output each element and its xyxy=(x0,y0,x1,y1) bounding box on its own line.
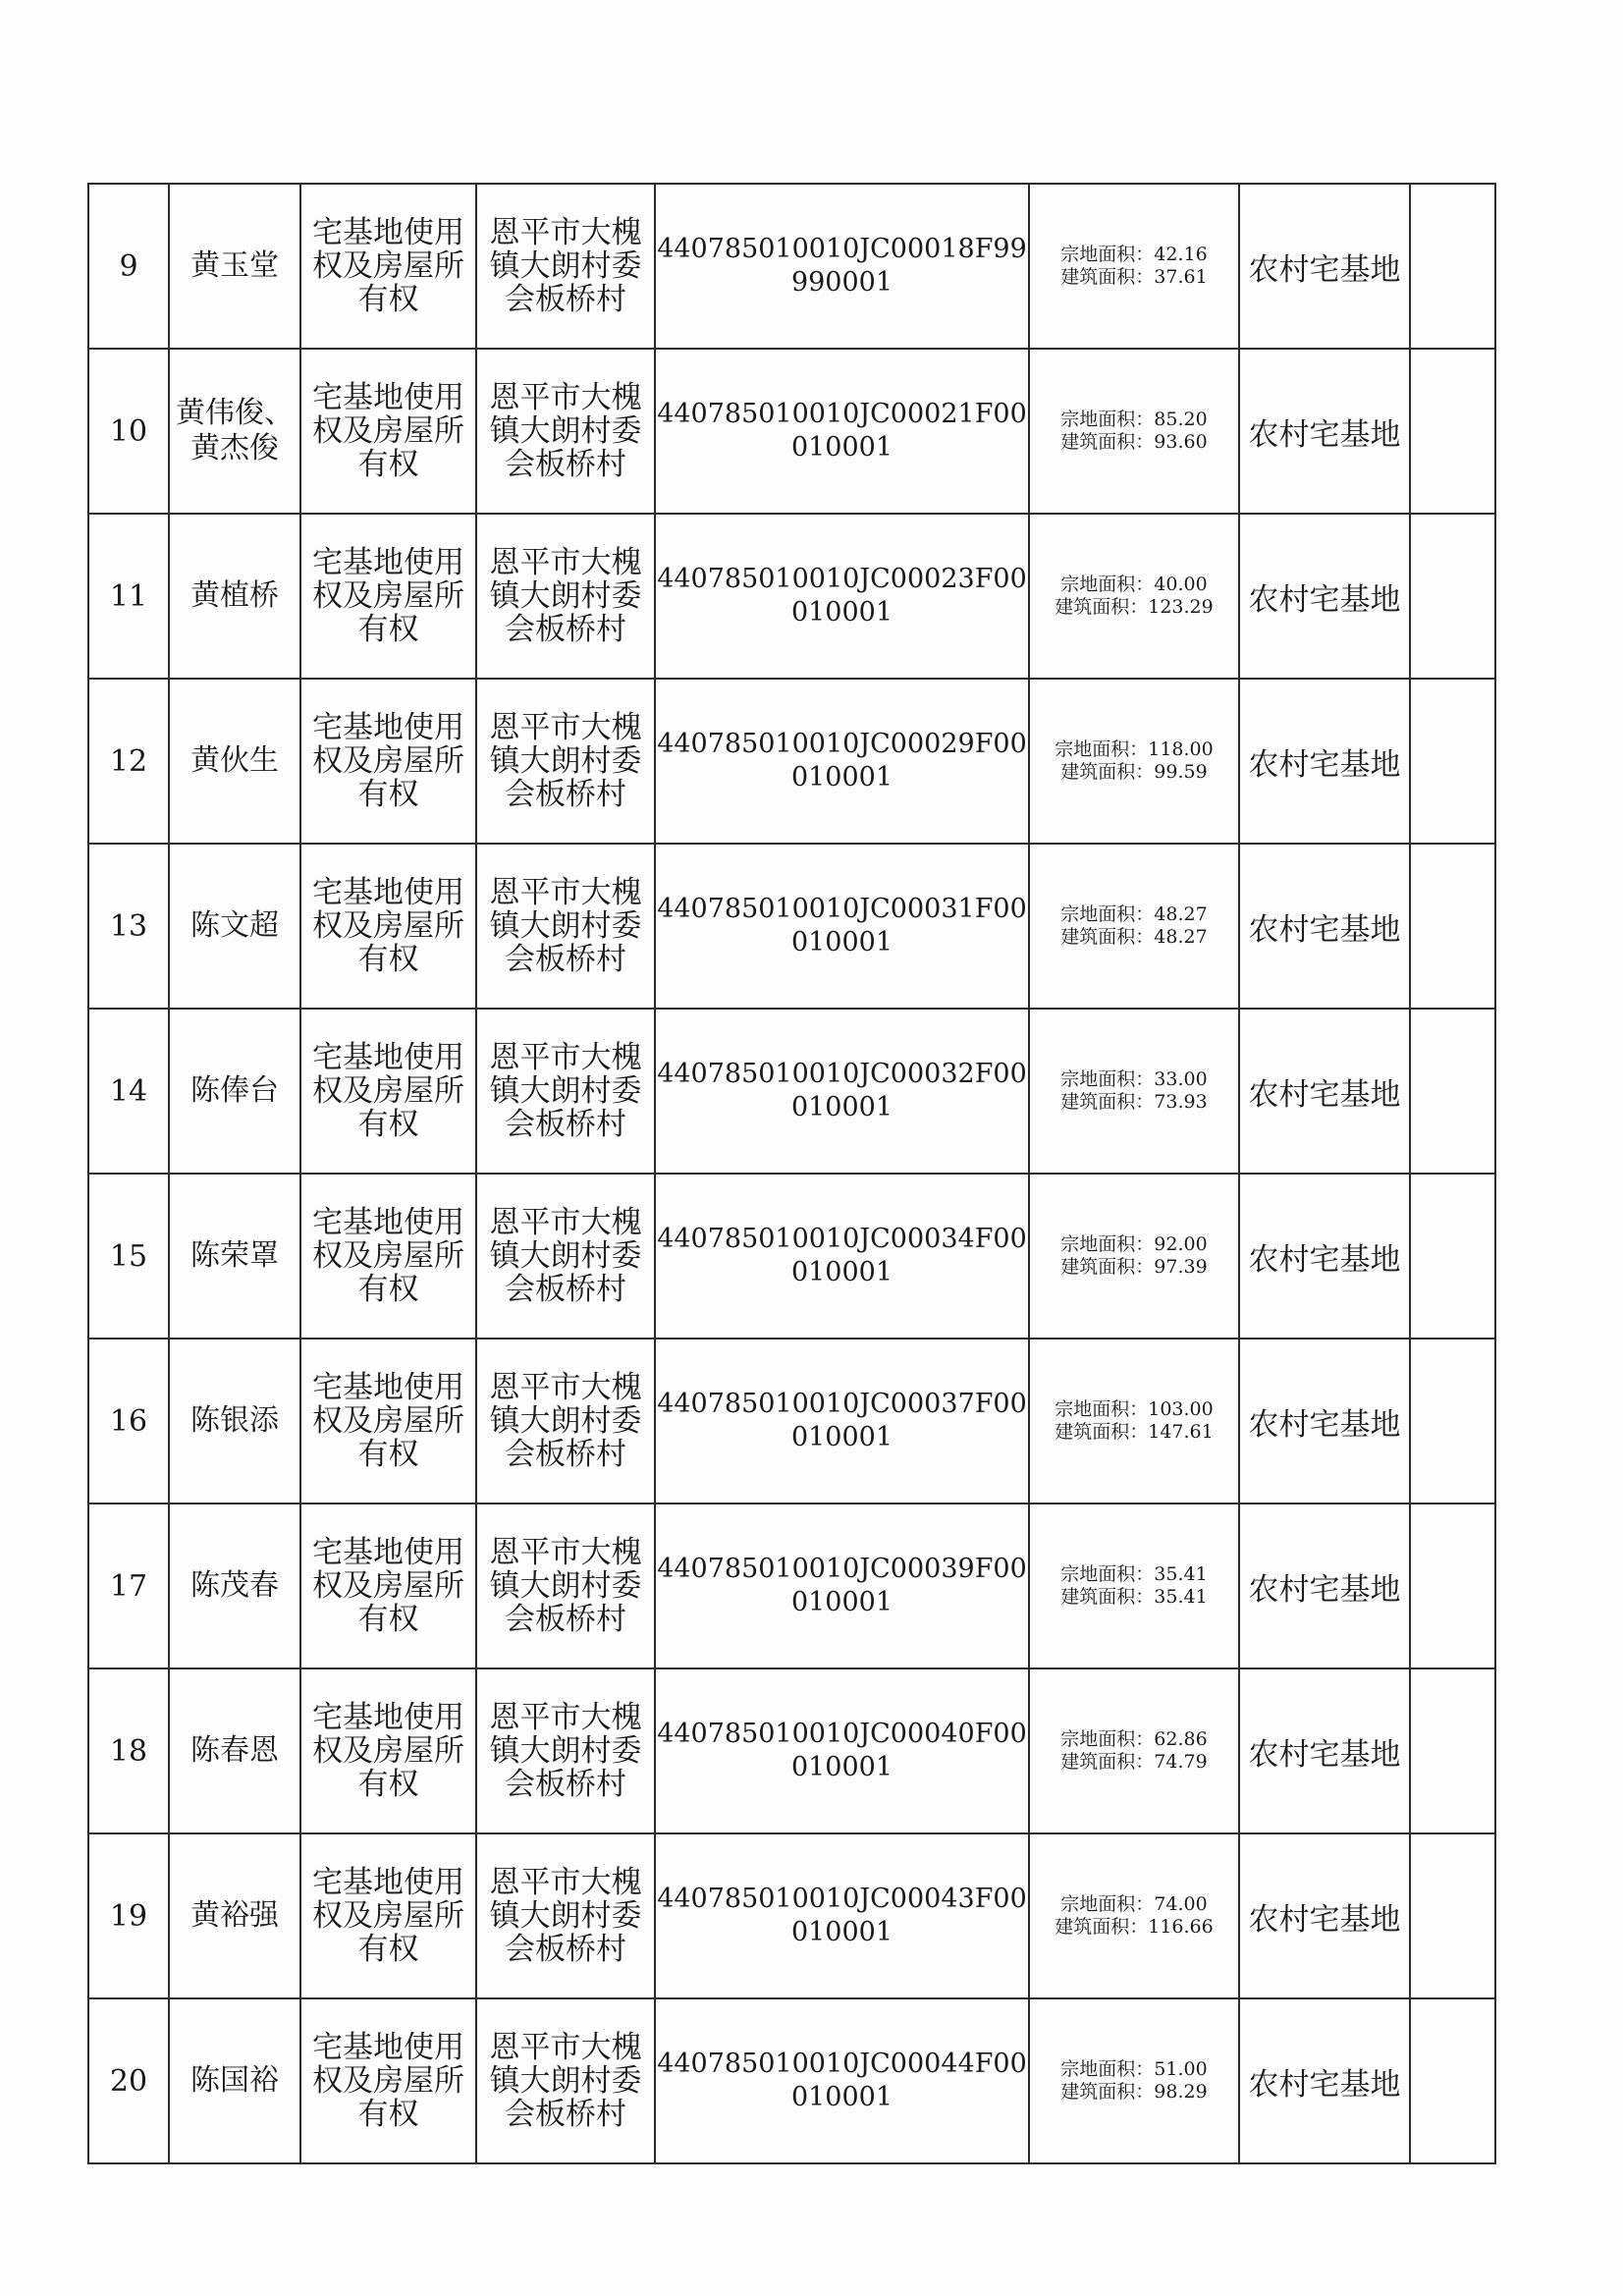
land-use: 农村宅基地 xyxy=(1239,1833,1410,1998)
row-number: 17 xyxy=(88,1503,169,1668)
area-info xyxy=(1029,1174,1239,1339)
area-info xyxy=(1029,1833,1239,1998)
property-location: 恩平市大槐镇大朗村委会板桥村 xyxy=(476,1009,655,1174)
table-row xyxy=(88,1009,1495,1174)
building-area: 建筑面积：93.60 xyxy=(1060,431,1208,453)
building-area: 建筑面积：99.59 xyxy=(1060,761,1208,783)
property-location: 恩平市大槐镇大朗村委会板桥村 xyxy=(476,844,655,1009)
land-use: 农村宅基地 xyxy=(1239,1009,1410,1174)
note-cell xyxy=(1410,184,1495,349)
building-area: 建筑面积：116.66 xyxy=(1055,1916,1214,1938)
note-cell xyxy=(1410,514,1495,679)
row-number: 19 xyxy=(88,1833,169,1998)
owner-name: 陈茂春 xyxy=(169,1503,300,1668)
table-row xyxy=(88,184,1495,349)
building-area: 建筑面积：123.29 xyxy=(1055,596,1214,618)
registry-table xyxy=(87,183,1496,2164)
property-location: 恩平市大槐镇大朗村委会板桥村 xyxy=(476,1174,655,1339)
area-info xyxy=(1029,844,1239,1009)
owner-name: 黄植桥 xyxy=(169,514,300,679)
land-use: 农村宅基地 xyxy=(1239,1339,1410,1503)
property-location: 恩平市大槐镇大朗村委会板桥村 xyxy=(476,514,655,679)
land-area: 宗地面积：85.20 xyxy=(1060,409,1208,430)
right-type: 宅基地使用权及房屋所有权 xyxy=(300,184,476,349)
row-number: 10 xyxy=(88,349,169,514)
note-cell xyxy=(1410,844,1495,1009)
property-location: 恩平市大槐镇大朗村委会板桥村 xyxy=(476,1503,655,1668)
note-cell xyxy=(1410,1339,1495,1503)
property-location: 恩平市大槐镇大朗村委会板桥村 xyxy=(476,1668,655,1833)
note-cell xyxy=(1410,679,1495,844)
table-row xyxy=(88,1174,1495,1339)
property-location: 恩平市大槐镇大朗村委会板桥村 xyxy=(476,349,655,514)
owner-name: 黄伟俊、黄杰俊 xyxy=(169,349,300,514)
owner-name: 陈国裕 xyxy=(169,1998,300,2163)
note-cell xyxy=(1410,1833,1495,1998)
land-use: 农村宅基地 xyxy=(1239,1174,1410,1339)
land-area: 宗地面积：40.00 xyxy=(1060,574,1208,595)
land-use: 农村宅基地 xyxy=(1239,844,1410,1009)
land-use: 农村宅基地 xyxy=(1239,514,1410,679)
land-use: 农村宅基地 xyxy=(1239,1668,1410,1833)
right-type: 宅基地使用权及房屋所有权 xyxy=(300,1339,476,1503)
building-area: 建筑面积：48.27 xyxy=(1060,926,1208,948)
property-location: 恩平市大槐镇大朗村委会板桥村 xyxy=(476,679,655,844)
table-row xyxy=(88,1339,1495,1503)
property-location: 恩平市大槐镇大朗村委会板桥村 xyxy=(476,1833,655,1998)
building-area: 建筑面积：98.29 xyxy=(1060,2081,1208,2103)
owner-name: 黄伙生 xyxy=(169,679,300,844)
unit-code: 440785010010JC00018F99990001 xyxy=(655,184,1029,349)
land-use: 农村宅基地 xyxy=(1239,1503,1410,1668)
building-area: 建筑面积：35.41 xyxy=(1060,1586,1208,1608)
note-cell xyxy=(1410,1668,1495,1833)
table-row xyxy=(88,844,1495,1009)
unit-code: 440785010010JC00029F00010001 xyxy=(655,679,1029,844)
building-area: 建筑面积：97.39 xyxy=(1060,1256,1208,1278)
unit-code: 440785010010JC00031F00010001 xyxy=(655,844,1029,1009)
owner-name: 陈文超 xyxy=(169,844,300,1009)
row-number: 11 xyxy=(88,514,169,679)
owner-name: 陈银添 xyxy=(169,1339,300,1503)
right-type: 宅基地使用权及房屋所有权 xyxy=(300,1174,476,1339)
note-cell xyxy=(1410,1998,1495,2163)
area-info xyxy=(1029,1998,1239,2163)
right-type: 宅基地使用权及房屋所有权 xyxy=(300,679,476,844)
table-row xyxy=(88,679,1495,844)
row-number: 9 xyxy=(88,184,169,349)
unit-code: 440785010010JC00032F00010001 xyxy=(655,1009,1029,1174)
right-type: 宅基地使用权及房屋所有权 xyxy=(300,1833,476,1998)
table-row xyxy=(88,1998,1495,2163)
land-use: 农村宅基地 xyxy=(1239,184,1410,349)
table-row xyxy=(88,1668,1495,1833)
owner-name: 陈俸台 xyxy=(169,1009,300,1174)
area-info xyxy=(1029,679,1239,844)
right-type: 宅基地使用权及房屋所有权 xyxy=(300,349,476,514)
property-location: 恩平市大槐镇大朗村委会板桥村 xyxy=(476,1998,655,2163)
owner-name: 陈荣罩 xyxy=(169,1174,300,1339)
area-info xyxy=(1029,184,1239,349)
land-area: 宗地面积：33.00 xyxy=(1060,1068,1208,1090)
right-type: 宅基地使用权及房屋所有权 xyxy=(300,1009,476,1174)
building-area: 建筑面积：37.61 xyxy=(1060,266,1208,288)
land-area: 宗地面积：35.41 xyxy=(1060,1563,1208,1585)
registry-table-body xyxy=(88,184,1495,2163)
row-number: 18 xyxy=(88,1668,169,1833)
row-number: 20 xyxy=(88,1998,169,2163)
land-area: 宗地面积：62.86 xyxy=(1060,1728,1208,1750)
right-type: 宅基地使用权及房屋所有权 xyxy=(300,844,476,1009)
area-info xyxy=(1029,1503,1239,1668)
area-info xyxy=(1029,349,1239,514)
property-location: 恩平市大槐镇大朗村委会板桥村 xyxy=(476,1339,655,1503)
land-use: 农村宅基地 xyxy=(1239,679,1410,844)
land-area: 宗地面积：118.00 xyxy=(1055,738,1214,760)
row-number: 12 xyxy=(88,679,169,844)
right-type: 宅基地使用权及房屋所有权 xyxy=(300,1668,476,1833)
row-number: 14 xyxy=(88,1009,169,1174)
land-area: 宗地面积：74.00 xyxy=(1060,1893,1208,1915)
unit-code: 440785010010JC00034F00010001 xyxy=(655,1174,1029,1339)
unit-code: 440785010010JC00037F00010001 xyxy=(655,1339,1029,1503)
land-area: 宗地面积：42.16 xyxy=(1060,244,1208,265)
unit-code: 440785010010JC00040F00010001 xyxy=(655,1668,1029,1833)
property-location: 恩平市大槐镇大朗村委会板桥村 xyxy=(476,184,655,349)
unit-code: 440785010010JC00044F00010001 xyxy=(655,1998,1029,2163)
table-row xyxy=(88,1503,1495,1668)
row-number: 15 xyxy=(88,1174,169,1339)
building-area: 建筑面积：147.61 xyxy=(1055,1421,1214,1443)
row-number: 13 xyxy=(88,844,169,1009)
note-cell xyxy=(1410,1009,1495,1174)
area-info xyxy=(1029,1668,1239,1833)
land-area: 宗地面积：92.00 xyxy=(1060,1233,1208,1255)
building-area: 建筑面积：73.93 xyxy=(1060,1091,1208,1113)
right-type: 宅基地使用权及房屋所有权 xyxy=(300,1998,476,2163)
land-area: 宗地面积：51.00 xyxy=(1060,2058,1208,2080)
area-info xyxy=(1029,514,1239,679)
note-cell xyxy=(1410,1503,1495,1668)
row-number: 16 xyxy=(88,1339,169,1503)
land-use: 农村宅基地 xyxy=(1239,349,1410,514)
right-type: 宅基地使用权及房屋所有权 xyxy=(300,514,476,679)
land-area: 宗地面积：103.00 xyxy=(1055,1398,1214,1420)
building-area: 建筑面积：74.79 xyxy=(1060,1751,1208,1773)
table-row xyxy=(88,514,1495,679)
owner-name: 陈春恩 xyxy=(169,1668,300,1833)
note-cell xyxy=(1410,349,1495,514)
note-cell xyxy=(1410,1174,1495,1339)
owner-name: 黄玉堂 xyxy=(169,184,300,349)
unit-code: 440785010010JC00021F00010001 xyxy=(655,349,1029,514)
table-row xyxy=(88,349,1495,514)
right-type: 宅基地使用权及房屋所有权 xyxy=(300,1503,476,1668)
unit-code: 440785010010JC00043F00010001 xyxy=(655,1833,1029,1998)
area-info xyxy=(1029,1339,1239,1503)
area-info xyxy=(1029,1009,1239,1174)
unit-code: 440785010010JC00039F00010001 xyxy=(655,1503,1029,1668)
owner-name: 黄裕强 xyxy=(169,1833,300,1998)
table-row xyxy=(88,1833,1495,1998)
unit-code: 440785010010JC00023F00010001 xyxy=(655,514,1029,679)
land-area: 宗地面积：48.27 xyxy=(1060,903,1208,925)
land-use: 农村宅基地 xyxy=(1239,1998,1410,2163)
